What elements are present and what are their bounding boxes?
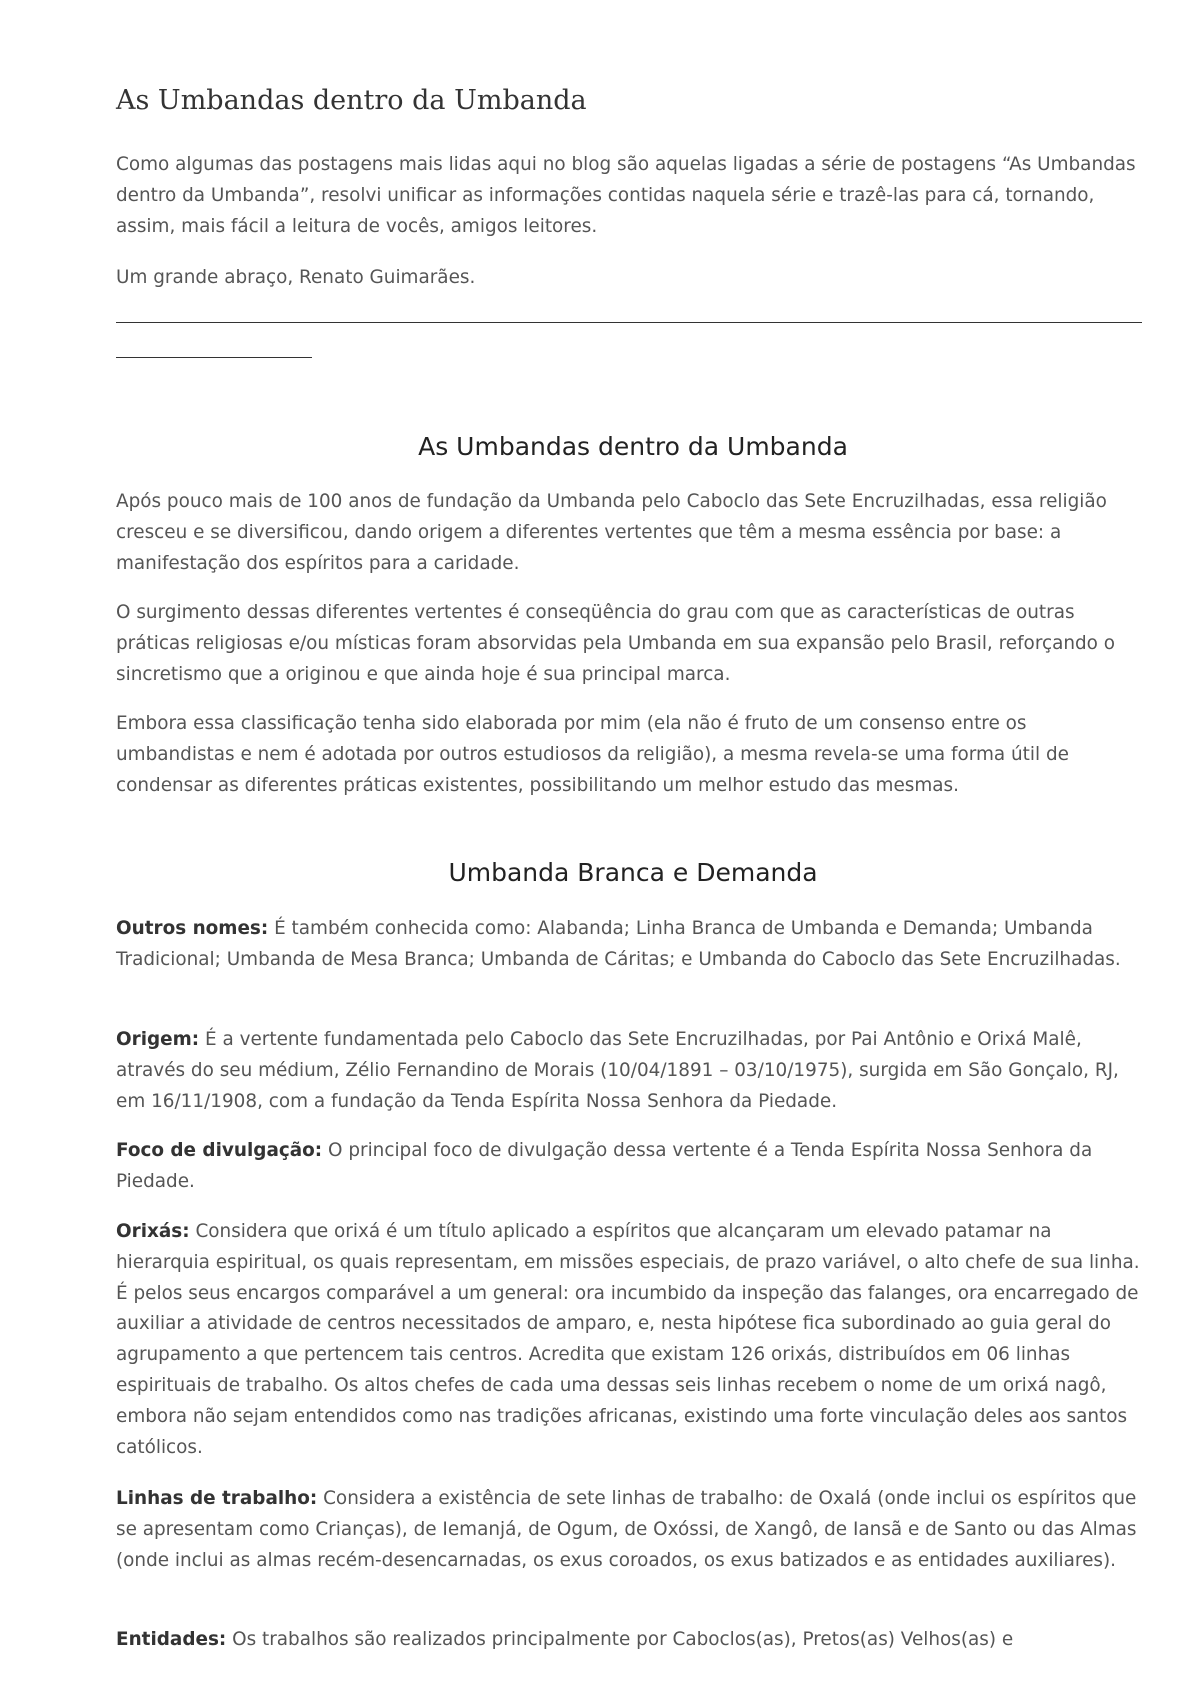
- item-label: Foco de divulgação:: [116, 1140, 323, 1161]
- item-text: Considera a existência de sete linhas de trabalho: de Oxalá (onde inclui os espíritos que se apresentam como Crianças), de Iemanjá, de Ogum, de Oxóssi, de Xangô, de Iansã e de Santo ou das Almas (onde inclui as almas recém-desencarnadas, os exus coroados, os exus batizados e as entidades auxiliares).: [116, 1488, 1137, 1571]
- item-label: Origem:: [116, 1029, 200, 1050]
- section1-paragraph-1: Após pouco mais de 100 anos de fundação da Umbanda pelo Caboclo das Sete Encruzilhadas, essa religião cresceu e se diversificou, dando origem a diferentes vertentes que têm a mesma essência por base: a manifestação dos espíritos para a caridade.: [116, 491, 1107, 574]
- item-text: É também conhecida como: Alabanda; Linha Branca de Umbanda e Demanda; Umbanda Tradicional; Umbanda de Mesa Branca; Umbanda de Cáritas; e Umbanda do Caboclo das Sete Encruzilhadas.: [116, 918, 1121, 970]
- item-label: Linhas de trabalho:: [116, 1488, 318, 1509]
- section1-paragraph-2: O surgimento dessas diferentes vertentes é conseqüência do grau com que as características de outras práticas religiosas e/ou místicas foram absorvidas pela Umbanda em sua expansão pelo Brasil, reforçando o sincretismo que a originou e que ainda hoje é sua principal marca.: [116, 602, 1116, 685]
- signature-paragraph: Um grande abraço, Renato Guimarães.: [116, 267, 476, 288]
- item-label: Entidades:: [116, 1629, 227, 1650]
- item-outros-nomes: [116, 914, 1150, 976]
- item-entidades: [116, 1625, 1150, 1656]
- item-orixas: [116, 1217, 1150, 1463]
- horizontal-rule: [116, 322, 1142, 323]
- item-foco-de-divulgacao: [116, 1136, 1150, 1198]
- item-text: É a vertente fundamentada pelo Caboclo das Sete Encruzilhadas, por Pai Antônio e Orixá Malê, através do seu médium, Zélio Fernandino de Morais (10/04/1891 – 03/10/1975), surgida em São Gonçalo, RJ, em 16/11/1908, com a fundação da Tenda Espírita Nossa Senhora da Piedade.: [116, 1029, 1119, 1112]
- page-title: As Umbandas dentro da Umbanda: [116, 85, 587, 116]
- item-label: Orixás:: [116, 1221, 190, 1242]
- intro-paragraph: Como algumas das postagens mais lidas aqui no blog são aquelas ligadas a série de postagens “As Umbandas dentro da Umbanda”, resolvi unificar as informações contidas naquela série e trazê-las para cá, tornando, assim, mais fácil a leitura de vocês, amigos leitores.: [116, 154, 1136, 237]
- item-text: O principal foco de divulgação dessa vertente é a Tenda Espírita Nossa Senhora da Piedade.: [116, 1140, 1093, 1192]
- item-linhas-de-trabalho: [116, 1484, 1150, 1576]
- horizontal-rule-continuation: [116, 357, 312, 358]
- item-origem: [116, 1025, 1150, 1117]
- item-text: Considera que orixá é um título aplicado a espíritos que alcançaram um elevado patamar na hierarquia espiritual, os quais representam, em missões especiais, de prazo variável, o alto chefe de sua linha. É pelos seus encargos comparável a um general: ora incumbido da inspeção das falanges, ora encarregado de auxiliar a atividade de centros necessitados de amparo, e, nesta hipótese fica subordinado ao guia geral do agrupamento a que pertencem tais centros. Acredita que existam 126 orixás, distribuídos em 06 linhas espirituais de trabalho. Os altos chefes de cada uma dessas seis linhas recebem o nome de um orixá nagô, embora não sejam entendidos como nas tradições africanas, existindo uma forte vinculação deles aos santos católicos.: [116, 1221, 1140, 1458]
- item-label: Outros nomes:: [116, 918, 269, 939]
- section-heading-umbandas: As Umbandas dentro da Umbanda: [418, 432, 848, 461]
- item-text: Os trabalhos são realizados principalmente por Caboclos(as), Pretos(as) Velhos(as) e: [226, 1629, 1014, 1650]
- section1-paragraph-3: Embora essa classificação tenha sido elaborada por mim (ela não é fruto de um consenso entre os umbandistas e nem é adotada por outros estudiosos da religião), a mesma revela-se uma forma útil de condensar as diferentes práticas existentes, possibilitando um melhor estudo das mesmas.: [116, 713, 1069, 796]
- section-heading-umbanda-branca: Umbanda Branca e Demanda: [448, 858, 818, 887]
